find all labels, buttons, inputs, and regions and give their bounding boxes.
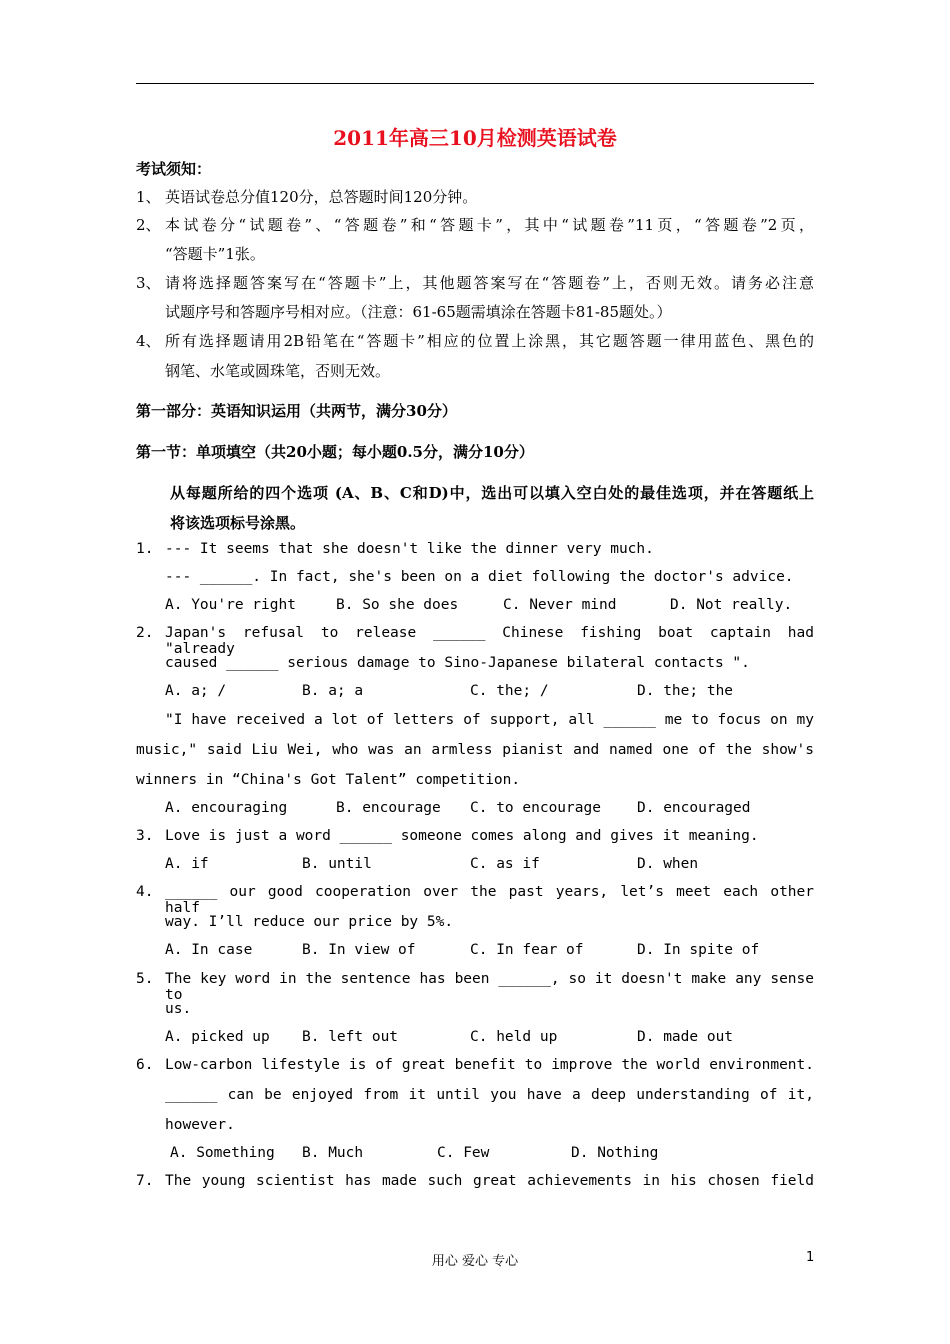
option-c: C. as if xyxy=(470,856,540,872)
option-d: D. In spite of xyxy=(637,942,760,958)
option-d: D. made out xyxy=(637,1029,734,1045)
question-number: 4. xyxy=(136,884,154,900)
option-a: A. In case xyxy=(165,942,253,958)
question-line: Low-carbon lifestyle is of great benefit to improve the world environment. xyxy=(165,1057,814,1073)
option-c: C. the; / xyxy=(470,683,549,699)
notice-num: 4、 xyxy=(136,332,161,350)
question-line: The key word in the sentence has been ______, so it doesn't make any sense to xyxy=(165,971,814,1003)
option-d: D. the; the xyxy=(637,683,734,699)
question-line: Love is just a word ______ someone comes along and gives it meaning. xyxy=(165,828,759,844)
option-b: B. left out xyxy=(302,1029,399,1045)
question-line: music," said Liu Wei, who was an armless pianist and named one of the show's xyxy=(136,742,814,758)
section-heading: 第一节：单项填空（共20小题；每小题0.5分，满分10分） xyxy=(136,443,534,461)
option-a: A. You're right xyxy=(165,597,296,613)
document-title: 2011年高三10月检测英语试卷 xyxy=(333,126,617,150)
option-b: B. until xyxy=(302,856,372,872)
option-b: B. So she does xyxy=(336,597,459,613)
question-line: ______ our good cooperation over the past years, let’s meet each other half xyxy=(165,884,814,916)
option-b: B. Much xyxy=(302,1145,364,1161)
notice-num: 2、 xyxy=(136,216,161,234)
question-number: 7. xyxy=(136,1173,154,1189)
question-line: --- ______. In fact, she's been on a diet following the doctor's advice. xyxy=(165,569,794,585)
option-d: D. encouraged xyxy=(637,800,751,816)
question-number: 3. xyxy=(136,828,154,844)
option-b: B. a; a xyxy=(302,683,364,699)
question-number: 1. xyxy=(136,541,154,557)
question-number: 5. xyxy=(136,971,154,987)
option-c: C. Few xyxy=(437,1145,490,1161)
question-line: ______ can be enjoyed from it until you have a deep understanding of it, xyxy=(165,1087,814,1103)
option-b: B. In view of xyxy=(302,942,416,958)
notice-line: 本试卷分“试题卷”、“答题卷”和“答题卡”，其中“试题卷”11页，“答题卷”2页， xyxy=(165,216,814,234)
option-a: A. a; / xyxy=(165,683,227,699)
notice-num: 1、 xyxy=(136,188,161,206)
page-number: 1 xyxy=(806,1250,815,1265)
option-b: B. encourage xyxy=(336,800,441,816)
option-c: C. held up xyxy=(470,1029,558,1045)
option-a: A. picked up xyxy=(165,1029,270,1045)
option-d: D. Not really. xyxy=(670,597,793,613)
notice-line: 英语试卷总分值120分，总答题时间120分钟。 xyxy=(165,188,478,206)
question-line: Japan's refusal to release ______ Chinese fishing boat captain had "already xyxy=(165,625,814,657)
notice-line: “答题卡”1张。 xyxy=(165,245,265,263)
question-line: The young scientist has made such great achievements in his chosen field xyxy=(165,1173,814,1189)
part-heading: 第一部分：英语知识运用（共两节，满分30分） xyxy=(136,402,457,420)
question-line: "I have received a lot of letters of support, all ______ me to focus on my xyxy=(165,712,814,728)
question-number: 2. xyxy=(136,625,154,641)
notice-line: 试题序号和答题序号相对应。（注意：61-65题需填涂在答题卡81-85题处。） xyxy=(165,303,672,321)
question-line: caused ______ serious damage to Sino-Japanese bilateral contacts ". xyxy=(165,655,750,671)
option-a: A. Something xyxy=(170,1145,275,1161)
question-line: however. xyxy=(165,1117,235,1133)
question-line: winners in “China's Got Talent” competition. xyxy=(136,772,521,788)
notice-num: 3、 xyxy=(136,274,161,292)
page-footer: 用心 爱心 专心 xyxy=(431,1254,519,1269)
option-a: A. if xyxy=(165,856,209,872)
option-c: C. Never mind xyxy=(503,597,617,613)
option-c: C. In fear of xyxy=(470,942,584,958)
instruction-line: 从每题所给的四个选项 (A、B、C和D)中，选出可以填入空白处的最佳选项，并在答题纸上 xyxy=(170,484,814,502)
question-line: way. I’ll reduce our price by 5%. xyxy=(165,914,454,930)
option-a: A. encouraging xyxy=(165,800,288,816)
notice-heading: 考试须知： xyxy=(136,160,212,178)
question-line: us. xyxy=(165,1001,192,1017)
notice-line: 所有选择题请用2B铅笔在“答题卡”相应的位置上涂黑，其它题答题一律用蓝色、黑色的 xyxy=(165,332,814,350)
question-number: 6. xyxy=(136,1057,154,1073)
notice-line: 钢笔、水笔或圆珠笔，否则无效。 xyxy=(165,362,391,380)
header-rule xyxy=(136,83,814,84)
option-c: C. to encourage xyxy=(470,800,601,816)
question-line: --- It seems that she doesn't like the dinner very much. xyxy=(165,541,654,557)
instruction-line: 将该选项标号涂黑。 xyxy=(170,514,306,532)
option-d: D. when xyxy=(637,856,699,872)
notice-line: 请将选择题答案写在“答题卡”上，其他题答案写在“答题卷”上，否则无效。请务必注意 xyxy=(165,274,814,292)
option-d: D. Nothing xyxy=(571,1145,659,1161)
